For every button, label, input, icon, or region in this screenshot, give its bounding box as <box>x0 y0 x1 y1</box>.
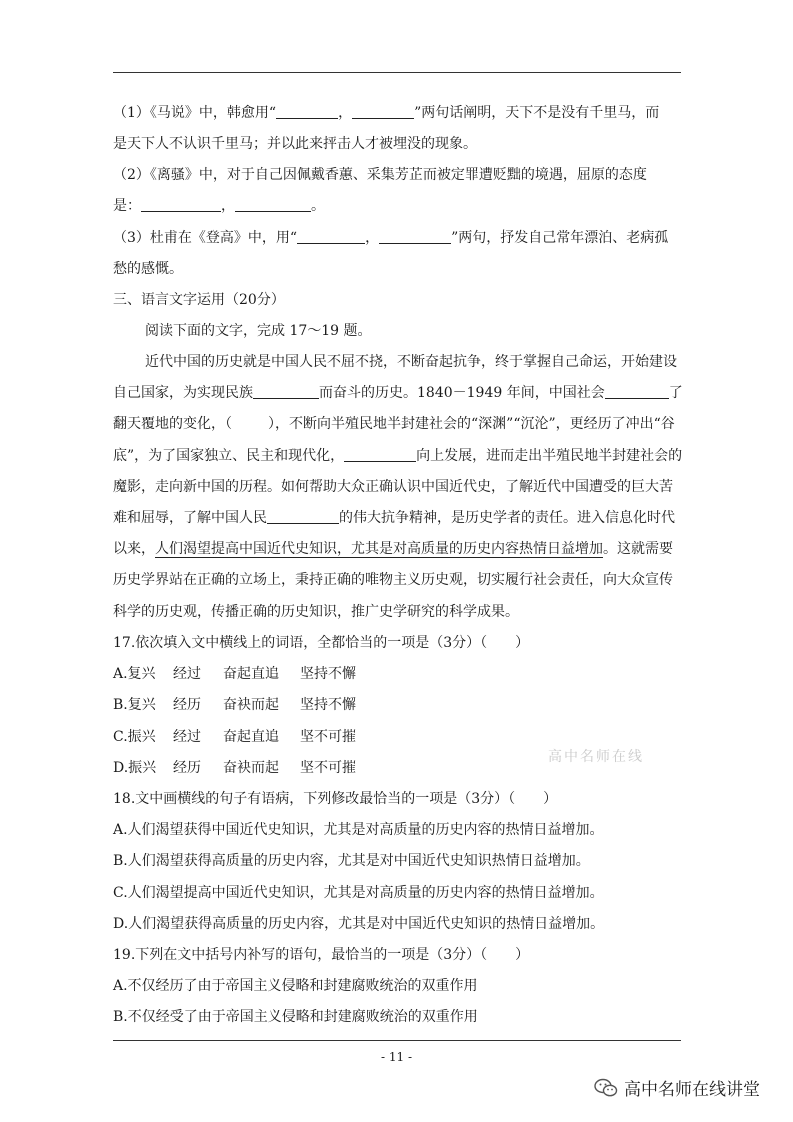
q3-line2: 愁的感慨。 <box>113 261 183 277</box>
q1-line1: （1）《马说》中，韩愈用“ ， ”两句话阐明，天下不是没有千里马，而 <box>113 105 660 121</box>
page-number: - 11 - <box>380 1050 412 1064</box>
passage-line: 近代中国的历史就是中国人民不屈不挠，不断奋起抗争，终于掌握自己命运，开始建设 <box>145 354 677 370</box>
q17-option: A.复兴 经过 奋起直追 坚持不懈 <box>113 666 356 682</box>
passage-line: 自己国家，为实现民族 而奋斗的历史。1840－1949 年间，中国社会 了 <box>113 385 683 401</box>
q18-option: B.人们渴望获得高质量的历史内容，尤其是对中国近代史知识热情日益增加。 <box>113 853 590 869</box>
q19-option: A.不仅经历了由于帝国主义侵略和封建腐败统治的双重作用 <box>113 978 478 994</box>
blank <box>352 104 414 119</box>
q3-line1: （3）杜甫在《登高》中，用“ ， ”两句，抒发自己常年漂泊、老病孤 <box>113 230 669 246</box>
blank <box>267 509 339 524</box>
passage-line: 历史学界站在正确的立场上，秉持正确的唯物主义历史观，切实履行社会责任，向大众宣传 <box>113 572 673 588</box>
blank <box>141 197 221 212</box>
brand-watermark <box>594 1075 760 1100</box>
wechat-icon <box>594 1078 618 1098</box>
blank <box>379 229 451 244</box>
q17-option: D.振兴 经历 奋袂而起 坚不可摧 <box>113 760 356 776</box>
bottom-rule <box>113 1040 681 1041</box>
q19-stem: 19.下列在文中括号内补写的语句，最恰当的一项是（3分）（ ） <box>113 947 530 963</box>
passage-line: 翻天覆地的变化，（ ），不断向半殖民地半封建社会的“深渊”“沉沦”，更经历了冲出“谷 <box>113 416 675 432</box>
instruction: 阅读下面的文字，完成 17～19 题。 <box>145 323 372 339</box>
q17-option: C.振兴 经过 奋起直追 坚不可摧 <box>113 729 356 745</box>
passage-line: 以来，人们渴望提高中国近代史知识，尤其是对高质量的历史内容热情日益增加。这就需要 <box>113 541 673 557</box>
q1-line2: 是天下人不认识千里马；并以此来抨击人才被埋没的现象。 <box>113 136 477 152</box>
top-rule <box>113 72 681 73</box>
underlined-sentence: 人们渴望提高中国近代史知识，尤其是对高质量的历史内容热情日益增加 <box>155 541 603 557</box>
blank <box>297 229 365 244</box>
section-heading: 三、语言文字运用（20分） <box>113 292 285 308</box>
q17-option: B.复兴 经历 奋袂而起 坚持不懈 <box>113 697 356 713</box>
blank <box>253 384 319 399</box>
blank <box>276 104 338 119</box>
passage-line: 科学的历史观，传播正确的历史知识，推广史学研究的科学成果。 <box>113 604 519 620</box>
passage-line: 魔影，走向新中国的历程。如何帮助大众正确认识中国近代史，了解近代中国遭受的巨大苦 <box>113 479 673 495</box>
blank <box>235 197 311 212</box>
blank <box>344 447 416 462</box>
brand-text: 高中名师在线讲堂 <box>624 1080 760 1100</box>
q2-line1: （2）《离骚》中，对于自己因佩戴香蕙、采集芳芷而被定罪遭贬黜的境遇，屈原的态度 <box>113 167 647 183</box>
q2-line2: 是： ， 。 <box>113 198 325 214</box>
q19-option: B.不仅经受了由于帝国主义侵略和封建腐败统治的双重作用 <box>113 1009 478 1025</box>
q18-option: A.人们渴望获得中国近代史知识，尤其是对高质量的历史内容的热情日益增加。 <box>113 822 604 838</box>
q18-option: D.人们渴望获得高质量的历史内容，尤其是对中国近代史知识的热情日益增加。 <box>113 916 605 932</box>
faint-stamp: 高中名师在线 <box>548 749 644 765</box>
passage-line: 难和屈辱，了解中国人民 的伟大抗争精神，是历史学者的责任。进入信息化时代 <box>113 510 675 526</box>
q18-option: C.人们渴望提高中国近代史知识，尤其是对高质量的历史内容的热情日益增加。 <box>113 885 604 901</box>
blank <box>605 384 669 399</box>
q18-stem: 18.文中画横线的句子有语病，下列修改最恰当的一项是（3分）（ ） <box>113 791 558 807</box>
passage-line: 底”，为了国家独立、民主和现代化， 向上发展，进而走出半殖民地半封建社会的 <box>113 448 683 464</box>
q17-stem: 17.依次填入文中横线上的词语，全都恰当的一项是（3分）（ ） <box>113 635 530 651</box>
